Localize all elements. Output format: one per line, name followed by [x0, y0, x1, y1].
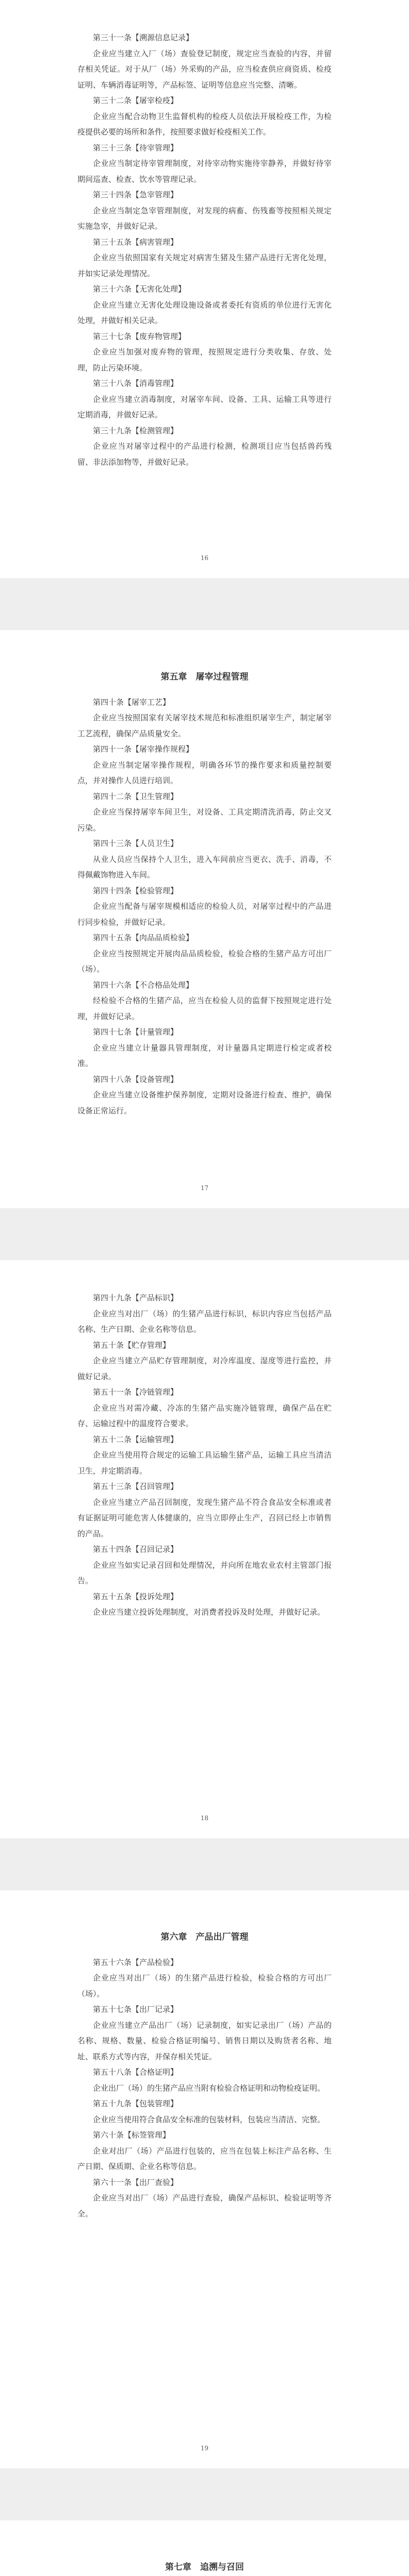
article-heading: 第六十条【标签管理】	[93, 2130, 171, 2140]
article-heading: 第三十四条【急宰管理】	[93, 190, 178, 199]
article-heading: 第五十八条【合格证明】	[93, 2067, 178, 2077]
paragraph: 企业应当使用符合规定的运输工具运输生猪产品，运输工具应当清洁卫生，并定期消毒。	[77, 1450, 332, 1476]
page-number: 18	[200, 1815, 209, 1822]
paragraph: 企业应当加强对废弃物的管理，按照规定进行分类收集、存放、处理，防止污染环境。	[77, 347, 332, 372]
page-number: 19	[200, 2445, 209, 2452]
article-heading: 第三十七条【废弃物管理】	[93, 331, 186, 341]
paragraph: 企业应当保持屠宰车间卫生，对设备、工具定期清洗消毒，防止交叉污染。	[77, 807, 332, 833]
chapter-heading: 第七章 追溯与召回	[165, 2562, 244, 2572]
paragraph: 企业应当配备与屠宰规模相适应的检验人员，对屠宰过程中的产品进行同步检验，并做好记录。	[77, 902, 332, 927]
paragraph: 企业应当建立投诉处理制度，对消费者投诉及时处理，并做好记录。	[93, 1607, 325, 1617]
article-heading: 第五十六条【产品检验】	[93, 1957, 178, 1967]
paragraph: 企业应当对需冷藏、冷冻的生猪产品实施冷链管理，确保产品在贮存、运输过程中的温度符合要求。	[77, 1403, 332, 1428]
article-heading: 第三十五条【病害管理】	[93, 237, 178, 247]
document-page-3	[0, 1260, 409, 1838]
article-heading: 第四十七条【计量管理】	[93, 1027, 178, 1037]
document-page-2	[0, 630, 409, 1208]
paragraph: 企业应当制定屠宰操作规程，明确各环节的操作要求和质量控制要点，并对操作人员进行培训。	[77, 760, 332, 785]
article-heading: 第四十六条【不合格品处理】	[93, 980, 194, 990]
document-page-4	[0, 1890, 409, 2468]
paragraph: 企业应当对屠宰过程中的产品进行检测，检测项目应当包括兽药残留、非法添加物等，并做好记录。	[77, 442, 332, 467]
article-heading: 第三十八条【消毒管理】	[93, 379, 178, 388]
article-heading: 第四十四条【检验管理】	[93, 886, 178, 895]
page-number: 17	[200, 1184, 209, 1192]
article-heading: 第五十条【贮存管理】	[93, 1340, 171, 1350]
paragraph: 企业应当建立设备维护保养制度，定期对设备进行检查、维护，确保设备正常运行。	[77, 1090, 332, 1115]
paragraph: 企业应当使用符合食品安全标准的包装材料，包装应当清洁、完整。	[93, 2114, 325, 2124]
chapter-heading: 第五章 屠宰过程管理	[160, 672, 249, 682]
paragraph: 企业应当建立无害化处理设施设备或者委托有资质的单位进行无害化处理，并做好相关记录。	[77, 300, 332, 325]
article-heading: 第五十四条【召回记录】	[93, 1545, 178, 1554]
paragraph: 从业人员应当保持个人卫生，进入车间前应当更衣、洗手、消毒，不得佩戴饰物进入车间。	[77, 854, 332, 879]
article-heading: 第四十一条【屠宰操作规程】	[93, 744, 194, 754]
paragraph: 企业应当建立产品出厂（场）记录制度，如实记录出厂（场）产品的名称、规格、数量、检验合格证明编号、销售日期以及购货者名称、地址、联系方式等内容，并保存相关凭证。	[77, 2020, 332, 2061]
article-heading: 第四十八条【设备管理】	[93, 1074, 178, 1084]
page-body	[77, 1290, 332, 1620]
page-gap	[0, 1838, 409, 1890]
paragraph: 企业应当对出厂（场）产品进行查验，确保产品标识、检验证明等齐全。	[77, 2193, 332, 2218]
article-heading: 第三十三条【待宰管理】	[93, 143, 178, 152]
document-page-1	[0, 0, 409, 578]
article-heading: 第三十一条【溯源信息记录】	[93, 33, 194, 42]
page-gap	[0, 2468, 409, 2520]
paragraph: 企业应当建立入厂（场）查验登记制度，规定应当查验的内容，并留存相关凭证。对于从厂（场）外采购的产品，应当检查供应商资质、检疫证明、车辆消毒证明等，产品标签、证明等信息应当完整、清晰。	[77, 48, 332, 90]
document-page-5	[0, 2520, 409, 2576]
paragraph: 企业应当建立产品贮存管理制度，对冷库温度、湿度等进行监控，并做好记录。	[77, 1356, 332, 1381]
paragraph: 企业对出厂（场）产品进行包装的，应当在包装上标注产品名称、生产日期、保质期、企业名称等信息。	[77, 2146, 332, 2171]
article-heading: 第三十二条【屠宰检疫】	[93, 96, 178, 105]
article-heading: 第四十三条【人员卫生】	[93, 839, 178, 848]
paragraph: 企业应当配合动物卫生监督机构的检疫人员依法开展检疫工作，为检疫提供必要的场所和条件，按照要求做好检疫相关工作。	[77, 111, 332, 137]
article-heading: 第三十六条【无害化处理】	[93, 284, 186, 294]
paragraph: 企业应当如实记录召回和处理情况，并向所在地农业农村主管部门报告。	[77, 1560, 332, 1585]
article-heading: 第三十九条【检测管理】	[93, 426, 178, 435]
paragraph: 企业应当建立消毒制度，对屠宰车间、设备、工具、运输工具等进行定期消毒，并做好记录。	[77, 394, 332, 419]
paragraph: 企业应当按照国家有关屠宰技术规范和标准组织屠宰生产，制定屠宰工艺流程，确保产品质量安全。	[77, 713, 332, 738]
paragraph: 企业应当建立产品召回制度，发现生猪产品不符合食品安全标准或者有证据证明可能危害人体健康的，应当立即停止生产，召回已经上市销售的产品。	[77, 1497, 332, 1538]
article-heading: 第四十二条【卫生管理】	[93, 791, 178, 801]
article-heading: 第五十七条【出厂记录】	[93, 2005, 178, 2014]
paragraph: 企业出厂（场）的生猪产品应当附有检验合格证明和动物检疫证明。	[93, 2083, 325, 2093]
page-body	[77, 30, 332, 470]
article-heading: 第五十五条【投诉处理】	[93, 1591, 178, 1601]
page-number: 16	[200, 554, 209, 562]
chapter-heading: 第六章 产品出厂管理	[160, 1932, 249, 1942]
article-heading: 第四十五条【肉品品质检验】	[93, 933, 194, 942]
page-gap	[0, 1208, 409, 1260]
paragraph: 企业应当依照国家有关规定对病害生猪及生猪产品进行无害化处理，并如实记录处理情况。	[77, 253, 332, 278]
article-heading: 第六十一条【出厂查验】	[93, 2177, 178, 2187]
article-heading: 第五十三条【召回管理】	[93, 1482, 178, 1491]
page-gap	[0, 578, 409, 630]
paragraph: 经检验不合格的生猪产品，应当在检验人员的监督下按照规定进行处理，并做好记录。	[77, 996, 332, 1021]
page-body	[77, 1955, 332, 2222]
paragraph: 企业应当建立计量器具管理制度，对计量器具定期进行检定或者校准。	[77, 1043, 332, 1068]
paragraph: 企业应当制定急宰管理制度，对发现的病畜、伤残畜等按照相关规定实施急宰，并做好记录。	[77, 206, 332, 231]
article-heading: 第五十二条【运输管理】	[93, 1434, 178, 1444]
article-heading: 第四十九条【产品标识】	[93, 1293, 178, 1302]
paragraph: 企业应当对出厂（场）的生猪产品进行标识，标识内容应当包括产品名称、生产日期、企业名称等信息。	[77, 1309, 332, 1334]
article-heading: 第五十一条【冷链管理】	[93, 1387, 178, 1397]
article-heading: 第五十九条【包装管理】	[93, 2099, 178, 2108]
paragraph: 企业应当制定待宰管理制度，对待宰动物实施待宰静养，并做好待宰期间巡查、检查、饮水等管理记录。	[77, 159, 332, 184]
article-heading: 第四十条【屠宰工艺】	[93, 697, 171, 707]
paragraph: 企业应当对出厂（场）的生猪产品进行检验，检验合格的方可出厂（场）。	[77, 1973, 332, 1998]
paragraph: 企业应当按照规定开展肉品品质检验，检验合格的生猪产品方可出厂（场）。	[77, 948, 332, 974]
page-body	[77, 694, 332, 1119]
